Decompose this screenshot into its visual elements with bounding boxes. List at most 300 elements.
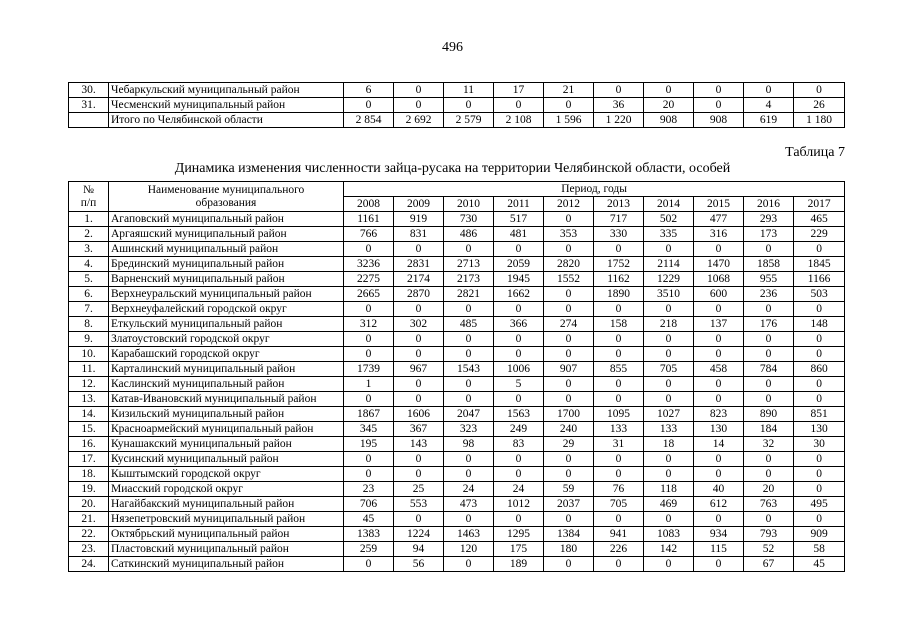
row-name: Октябрьский муниципальный район [109, 527, 344, 542]
row-number: 6. [69, 287, 109, 302]
row-value: 4 [744, 98, 794, 113]
row-number: 30. [69, 83, 109, 98]
row-value: 2037 [544, 497, 594, 512]
row-value: 0 [444, 377, 494, 392]
row-value: 0 [744, 83, 794, 98]
table-row [69, 98, 845, 113]
row-value: 1027 [644, 407, 694, 422]
row-value: 366 [494, 317, 544, 332]
row-value: 1945 [494, 272, 544, 287]
table-row [69, 287, 845, 302]
row-value: 3236 [344, 257, 394, 272]
row-number: 4. [69, 257, 109, 272]
row-value: 2114 [644, 257, 694, 272]
row-value: 0 [644, 512, 694, 527]
row-value: 0 [794, 302, 845, 317]
table-row [69, 362, 845, 377]
row-value: 909 [794, 527, 845, 542]
table-row [69, 392, 845, 407]
row-value: 0 [544, 512, 594, 527]
row-name: Итого по Челябинской области [109, 113, 344, 128]
row-value: 2820 [544, 257, 594, 272]
row-value: 612 [694, 497, 744, 512]
row-name: Агаповский муниципальный район [109, 212, 344, 227]
row-value: 469 [644, 497, 694, 512]
row-value: 1383 [344, 527, 394, 542]
table-row [69, 272, 845, 287]
header-year-2017: 2017 [794, 197, 845, 212]
row-name: Нязепетровский муниципальный район [109, 512, 344, 527]
row-value: 0 [794, 452, 845, 467]
row-value: 30 [794, 437, 845, 452]
row-value: 1012 [494, 497, 544, 512]
row-value: 0 [394, 392, 444, 407]
row-value: 0 [494, 452, 544, 467]
row-number: 18. [69, 467, 109, 482]
row-name: Карабашский городской округ [109, 347, 344, 362]
table-row [69, 557, 845, 572]
row-value: 17 [494, 83, 544, 98]
row-value: 130 [694, 422, 744, 437]
table-row [69, 242, 845, 257]
row-value: 0 [544, 212, 594, 227]
row-value: 706 [344, 497, 394, 512]
row-value: 58 [794, 542, 845, 557]
row-value: 21 [544, 83, 594, 98]
row-value: 730 [444, 212, 494, 227]
row-value: 312 [344, 317, 394, 332]
row-value: 1 [344, 377, 394, 392]
row-value: 240 [544, 422, 594, 437]
row-number: 5. [69, 272, 109, 287]
row-value: 0 [694, 302, 744, 317]
row-value: 0 [494, 512, 544, 527]
row-value: 1006 [494, 362, 544, 377]
row-value: 115 [694, 542, 744, 557]
row-value: 502 [644, 212, 694, 227]
row-value: 1739 [344, 362, 394, 377]
table-row [69, 347, 845, 362]
page-number: 496 [442, 40, 463, 55]
row-name: Кыштымский городской округ [109, 467, 344, 482]
row-value: 0 [594, 332, 644, 347]
continuation-table [68, 82, 845, 128]
row-number: 23. [69, 542, 109, 557]
row-value: 717 [594, 212, 644, 227]
row-value: 0 [694, 242, 744, 257]
row-name: Аргаяшский муниципальный район [109, 227, 344, 242]
row-value: 0 [644, 452, 694, 467]
row-value: 2 579 [444, 113, 494, 128]
row-value: 0 [694, 98, 744, 113]
row-value: 0 [794, 242, 845, 257]
row-value: 0 [344, 557, 394, 572]
row-value: 0 [544, 332, 594, 347]
row-value: 1161 [344, 212, 394, 227]
row-value: 302 [394, 317, 444, 332]
row-value: 0 [544, 557, 594, 572]
row-value: 0 [744, 512, 794, 527]
row-value: 1463 [444, 527, 494, 542]
row-value: 705 [644, 362, 694, 377]
row-value: 0 [444, 557, 494, 572]
row-value: 59 [544, 482, 594, 497]
row-value: 52 [744, 542, 794, 557]
row-value: 40 [694, 482, 744, 497]
row-value: 907 [544, 362, 594, 377]
row-value: 0 [744, 467, 794, 482]
row-number: 2. [69, 227, 109, 242]
row-value: 0 [494, 467, 544, 482]
row-value: 2173 [444, 272, 494, 287]
row-value: 2174 [394, 272, 444, 287]
row-name: Нагайбакский муниципальный район [109, 497, 344, 512]
row-number: 31. [69, 98, 109, 113]
header-year-2015: 2015 [694, 197, 744, 212]
row-value: 0 [444, 347, 494, 362]
row-value: 176 [744, 317, 794, 332]
row-value: 0 [594, 83, 644, 98]
row-value: 0 [694, 452, 744, 467]
row-value: 503 [794, 287, 845, 302]
row-value: 0 [344, 347, 394, 362]
row-value: 2831 [394, 257, 444, 272]
row-name: Карталинский муниципальный район [109, 362, 344, 377]
row-value: 0 [694, 512, 744, 527]
table-row [69, 83, 845, 98]
row-value: 0 [444, 392, 494, 407]
table-row [69, 227, 845, 242]
row-value: 229 [794, 227, 845, 242]
row-value: 0 [544, 287, 594, 302]
row-value: 1858 [744, 257, 794, 272]
row-value: 2059 [494, 257, 544, 272]
header-name-line1: Наименование муниципального [147, 183, 305, 196]
row-value: 18 [644, 437, 694, 452]
row-value: 1867 [344, 407, 394, 422]
row-value: 0 [544, 302, 594, 317]
row-value: 0 [594, 302, 644, 317]
row-value: 855 [594, 362, 644, 377]
row-value: 0 [394, 512, 444, 527]
row-value: 1563 [494, 407, 544, 422]
row-value: 0 [544, 242, 594, 257]
row-value: 495 [794, 497, 845, 512]
row-value: 6 [344, 83, 394, 98]
row-number: 16. [69, 437, 109, 452]
row-value: 1752 [594, 257, 644, 272]
row-value: 2870 [394, 287, 444, 302]
row-value: 0 [794, 377, 845, 392]
row-name: Чесменский муниципальный район [109, 98, 344, 113]
row-value: 143 [394, 437, 444, 452]
row-value: 553 [394, 497, 444, 512]
row-value: 173 [744, 227, 794, 242]
row-value: 25 [394, 482, 444, 497]
row-value: 0 [594, 452, 644, 467]
row-value: 316 [694, 227, 744, 242]
row-value: 1162 [594, 272, 644, 287]
row-value: 20 [644, 98, 694, 113]
row-name: Кизильский муниципальный район [109, 407, 344, 422]
row-value: 32 [744, 437, 794, 452]
header-period: Период, годы [344, 182, 845, 197]
row-name: Ашинский муниципальный район [109, 242, 344, 257]
row-value: 0 [694, 467, 744, 482]
row-value: 293 [744, 212, 794, 227]
row-value: 94 [394, 542, 444, 557]
table-label: Таблица 7 [785, 145, 845, 160]
row-value: 941 [594, 527, 644, 542]
row-number: 24. [69, 557, 109, 572]
row-name: Саткинский муниципальный район [109, 557, 344, 572]
table-row [69, 452, 845, 467]
row-value: 0 [344, 98, 394, 113]
row-name: Красноармейский муниципальный район [109, 422, 344, 437]
row-value: 705 [594, 497, 644, 512]
row-value: 0 [644, 347, 694, 362]
row-value: 0 [594, 467, 644, 482]
row-value: 763 [744, 497, 794, 512]
row-value: 11 [444, 83, 494, 98]
row-value: 0 [394, 242, 444, 257]
row-value: 0 [344, 242, 394, 257]
row-number: 14. [69, 407, 109, 422]
row-value: 0 [644, 467, 694, 482]
row-number: 1. [69, 212, 109, 227]
row-value: 0 [544, 392, 594, 407]
row-value: 0 [744, 377, 794, 392]
table-row [69, 467, 845, 482]
row-value: 1 220 [594, 113, 644, 128]
row-value: 0 [544, 467, 594, 482]
row-value: 0 [344, 302, 394, 317]
row-value: 259 [344, 542, 394, 557]
row-name: Пластовский муниципальный район [109, 542, 344, 557]
table-row [69, 437, 845, 452]
row-value: 919 [394, 212, 444, 227]
row-value: 14 [694, 437, 744, 452]
row-value: 120 [444, 542, 494, 557]
row-value: 619 [744, 113, 794, 128]
row-value: 0 [644, 302, 694, 317]
row-value: 0 [694, 557, 744, 572]
row-value: 0 [794, 83, 845, 98]
table-row [69, 377, 845, 392]
row-value: 1095 [594, 407, 644, 422]
row-value: 0 [544, 98, 594, 113]
row-number: 8. [69, 317, 109, 332]
row-value: 0 [344, 452, 394, 467]
row-value: 0 [544, 347, 594, 362]
row-name: Варненский муниципальный район [109, 272, 344, 287]
row-value: 76 [594, 482, 644, 497]
row-value: 0 [694, 83, 744, 98]
row-value: 98 [444, 437, 494, 452]
row-value: 0 [794, 392, 845, 407]
row-number: 15. [69, 422, 109, 437]
row-value: 0 [394, 332, 444, 347]
row-name: Еткульский муниципальный район [109, 317, 344, 332]
header-year-2011: 2011 [494, 197, 544, 212]
row-value: 0 [444, 98, 494, 113]
row-value: 31 [594, 437, 644, 452]
row-value: 934 [694, 527, 744, 542]
row-value: 955 [744, 272, 794, 287]
row-name: Златоустовский городской округ [109, 332, 344, 347]
row-value: 184 [744, 422, 794, 437]
row-name: Брединский муниципальный район [109, 257, 344, 272]
row-value: 1700 [544, 407, 594, 422]
table-row [69, 113, 845, 128]
row-value: 0 [394, 377, 444, 392]
header-name-line2: образования [195, 196, 257, 209]
row-value: 1224 [394, 527, 444, 542]
row-value: 0 [744, 392, 794, 407]
table-row [69, 497, 845, 512]
header-year-2008: 2008 [344, 197, 394, 212]
row-value: 0 [594, 557, 644, 572]
row-value: 226 [594, 542, 644, 557]
row-value: 83 [494, 437, 544, 452]
row-number: 13. [69, 392, 109, 407]
row-value: 0 [744, 302, 794, 317]
row-value: 3510 [644, 287, 694, 302]
row-value: 24 [494, 482, 544, 497]
row-value: 148 [794, 317, 845, 332]
row-value: 189 [494, 557, 544, 572]
row-value: 142 [644, 542, 694, 557]
row-value: 1845 [794, 257, 845, 272]
row-name: Верхнеуральский муниципальный район [109, 287, 344, 302]
row-value: 0 [494, 332, 544, 347]
header-year-2013: 2013 [594, 197, 644, 212]
row-value: 5 [494, 377, 544, 392]
row-number: 10. [69, 347, 109, 362]
row-value: 45 [794, 557, 845, 572]
row-value: 367 [394, 422, 444, 437]
table-row [69, 257, 845, 272]
row-value: 0 [444, 452, 494, 467]
row-value: 345 [344, 422, 394, 437]
row-value: 0 [644, 332, 694, 347]
header-year-2012: 2012 [544, 197, 594, 212]
row-value: 1662 [494, 287, 544, 302]
header-row-1 [69, 182, 845, 197]
row-value: 175 [494, 542, 544, 557]
row-value: 45 [344, 512, 394, 527]
header-num-top: № [83, 183, 94, 196]
row-value: 908 [694, 113, 744, 128]
row-value: 1068 [694, 272, 744, 287]
row-value: 218 [644, 317, 694, 332]
table-row [69, 527, 845, 542]
row-value: 2 108 [494, 113, 544, 128]
row-value: 330 [594, 227, 644, 242]
row-value: 130 [794, 422, 845, 437]
row-value: 0 [644, 242, 694, 257]
table-row [69, 302, 845, 317]
row-value: 0 [594, 377, 644, 392]
row-value: 0 [694, 347, 744, 362]
row-name: Миасский городской округ [109, 482, 344, 497]
row-value: 0 [494, 392, 544, 407]
row-value: 0 [494, 347, 544, 362]
row-value: 0 [644, 377, 694, 392]
row-value: 473 [444, 497, 494, 512]
row-value: 0 [744, 332, 794, 347]
row-value: 0 [644, 83, 694, 98]
row-name: Кунашакский муниципальный район [109, 437, 344, 452]
row-value: 0 [394, 452, 444, 467]
row-value: 0 [344, 392, 394, 407]
row-number: 17. [69, 452, 109, 467]
row-value: 600 [694, 287, 744, 302]
row-value: 0 [494, 302, 544, 317]
row-value: 793 [744, 527, 794, 542]
row-value: 2821 [444, 287, 494, 302]
row-value: 0 [394, 302, 444, 317]
row-number: 7. [69, 302, 109, 317]
row-value: 0 [794, 512, 845, 527]
row-value: 860 [794, 362, 845, 377]
row-value: 1470 [694, 257, 744, 272]
row-value: 0 [744, 347, 794, 362]
row-name: Катав-Ивановский муниципальный район [109, 392, 344, 407]
row-value: 766 [344, 227, 394, 242]
row-value: 0 [444, 302, 494, 317]
row-value: 851 [794, 407, 845, 422]
row-value: 831 [394, 227, 444, 242]
row-value: 133 [644, 422, 694, 437]
row-value: 458 [694, 362, 744, 377]
row-value: 0 [594, 512, 644, 527]
row-value: 0 [644, 392, 694, 407]
row-name: Каслинский муниципальный район [109, 377, 344, 392]
row-value: 823 [694, 407, 744, 422]
row-value: 0 [594, 392, 644, 407]
row-value: 26 [794, 98, 845, 113]
row-number: 3. [69, 242, 109, 257]
row-value: 0 [744, 242, 794, 257]
row-number [69, 113, 109, 128]
header-name-cell [109, 182, 344, 212]
header-year-2010: 2010 [444, 197, 494, 212]
row-value: 0 [744, 452, 794, 467]
row-value: 0 [344, 332, 394, 347]
row-value: 0 [344, 467, 394, 482]
row-value: 0 [594, 242, 644, 257]
row-value: 195 [344, 437, 394, 452]
row-value: 1 180 [794, 113, 845, 128]
row-value: 20 [744, 482, 794, 497]
row-value: 1890 [594, 287, 644, 302]
row-value: 0 [544, 377, 594, 392]
row-value: 36 [594, 98, 644, 113]
row-value: 323 [444, 422, 494, 437]
row-value: 0 [494, 242, 544, 257]
row-value: 481 [494, 227, 544, 242]
row-value: 0 [594, 347, 644, 362]
row-value: 0 [394, 467, 444, 482]
row-number: 9. [69, 332, 109, 347]
table-row [69, 422, 845, 437]
row-number: 22. [69, 527, 109, 542]
row-value: 486 [444, 227, 494, 242]
row-value: 0 [544, 452, 594, 467]
row-value: 133 [594, 422, 644, 437]
row-value: 0 [444, 332, 494, 347]
